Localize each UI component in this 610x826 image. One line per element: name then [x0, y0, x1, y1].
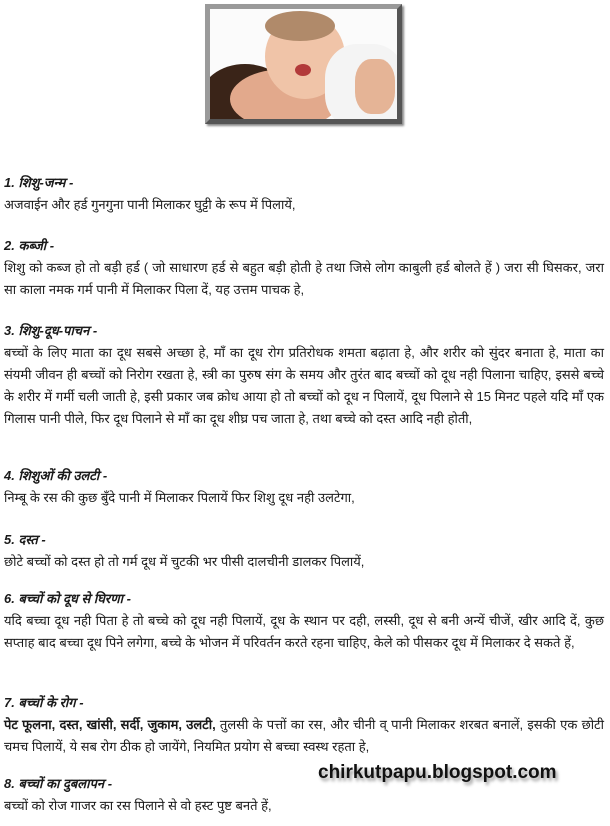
section-7 [4, 692, 604, 758]
section-body: शिशु को कब्ज हो तो बड़ी हर्ड ( जो साधारण हर्ड से बहुत बड़ी होती हे तथा जिसे लोग काबुली हर्ड बोलते हें ) जरा सी घिसकर, जरा सा काला नमक गर्म पानी में मिलाकर पिला दें, यह उत्तम पाचक हे, [4, 260, 604, 297]
section-5 [4, 529, 604, 573]
section-body [4, 714, 604, 758]
baby-hair [265, 11, 335, 41]
mother-baby-photo [205, 4, 402, 124]
section-3 [4, 320, 604, 430]
section-6 [4, 588, 604, 654]
section-body: निम्बू के रस की कुछ बुँदे पानी में मिलाकर पिलायें फिर शिशु दूध नही उलटेगा, [4, 490, 355, 505]
section-heading: 7. बच्चों के रोग - [4, 695, 84, 710]
section-body: अजवाईन और हर्ड गुनगुना पानी मिलाकर घुट्टी के रूप में पिलायें, [4, 197, 296, 212]
bold-symptoms: पेट फूलना, दस्त, खांसी, सर्दी, जुकाम, उलटी, [4, 717, 216, 732]
section-4 [4, 465, 604, 509]
section-heading: 4. शिशुओं की उलटी - [4, 468, 108, 483]
section-heading: 5. दस्त - [4, 532, 46, 547]
section-2 [4, 235, 604, 301]
section-body: बच्चों के लिए माता का दूध सबसे अच्छा हे, माँ का दूध रोग प्रतिरोधक शमता बढ़ाता हे, और शरीर को सुंदर बनाता हे, माता का संयमी जीवन ही बच्चों को निरोग रखता हे, स्त्री का पुरुष संग के समय और तुरंत बाद बच्चों को दूध नही पिलाना चाहिए, इससे बच्चे के शरीर में गर्मी चली जाती हे, इसी प्रकार जब क्रोध आया हो तो बच्चों को दूध न पिलायें, दूध पिलाने से 15 मिनट पहले यदि माँ एक गिलास पानी पीले, फिर दूध पिलाने से माँ का दूध शीघ्र पच जाता हे, तथा बच्चे को दस्त आदि नही होती, [4, 345, 604, 426]
section-heading: 1. शिशु-जन्म - [4, 175, 74, 190]
section-body: बच्चों को रोज गाजर का रस पिलाने से वो हस्ट पुष्ट बनते हें, [4, 798, 272, 813]
baby-mouth [295, 64, 311, 76]
mother-hand [355, 59, 395, 114]
section-heading: 6. बच्चों को दूध से घिरणा - [4, 591, 131, 606]
blog-watermark: chirkutpapu.blogspot.com [318, 762, 557, 783]
section-1 [4, 172, 604, 216]
body-rest: तुलसी के पत्तों का रस, और चीनी व् पानी मिलाकर शरबत बनालें, इसकी एक छोटी चमच पिलायें, ये सब रोग ठीक हो जायेंगे, नियमित प्रयोग से बच्चा स्वस्थ रहता हे, [4, 717, 604, 754]
section-heading: 8. बच्चों का दुबलापन - [4, 776, 113, 791]
section-body: छोटे बच्चों को दस्त हो तो गर्म दूध में चुटकी भर पीसी दालचीनी डालकर पिलायें, [4, 554, 365, 569]
section-body: यदि बच्चा दूध नही पिता हे तो बच्चे को दूध नही पिलायें, दूध के स्थान पर दही, लस्सी, दूध से बनी अन्यें चीजें, खीर आदि दें, कुछ सप्ताह बाद बच्चा दूध पिने लगेगा, बच्चे के भोजन में परिवर्तन करते रहना चाहिए, केले को पीसकर दूध में मिलाकर दे सकते हें, [4, 613, 604, 650]
section-heading: 2. कब्जी - [4, 238, 55, 253]
section-heading: 3. शिशु-दूध-पाचन - [4, 323, 98, 338]
